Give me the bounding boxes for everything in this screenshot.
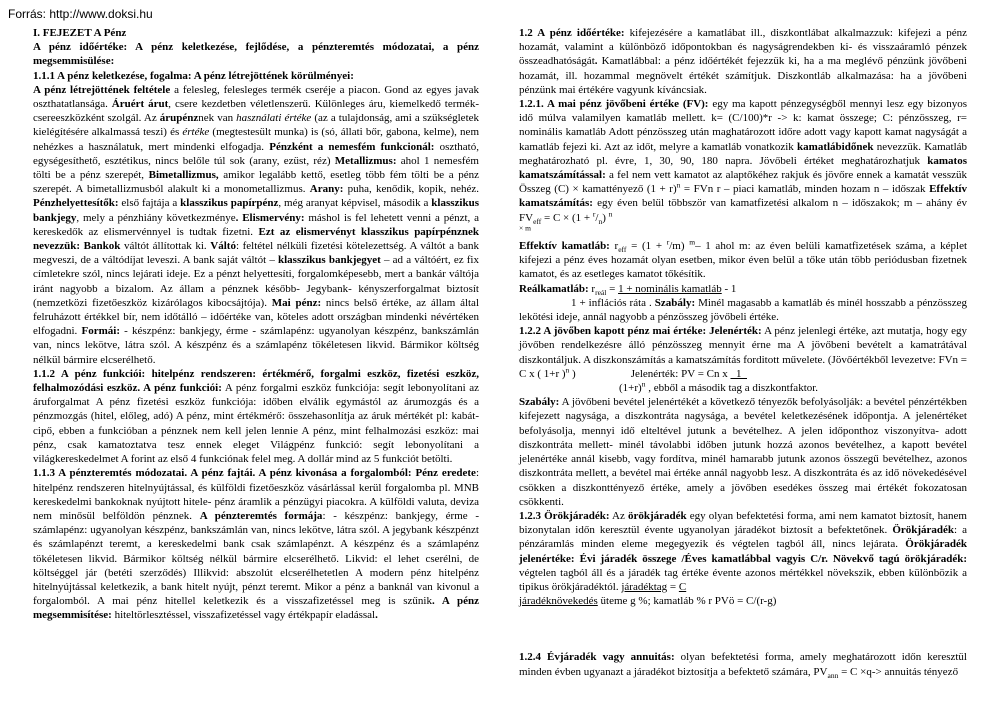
text-run: . A pénz megsemmisítése: — [33, 595, 479, 622]
text-run: = (1 + — [626, 240, 667, 253]
text-run: osztható, egységesíthető, esztétikus, nincs belőle túl sok (arany, ezüst, réz) — [33, 140, 479, 167]
text-run: A pénz időértéke: A pénz keletkezése, fejlődése, a pénzteremtés módozatai, a pénz megsemmisülése: — [33, 41, 479, 68]
text-run: Örökjáradék — [892, 524, 955, 537]
text-run: hiteltörlesztéssel, visszafizetéssel vagy értékpapír eladással — [111, 609, 376, 622]
paragraph — [519, 650, 967, 678]
text-run: A pénzteremtés formája — [199, 509, 323, 522]
text-run: használati értéke — [236, 112, 312, 125]
text-run: Elismervény: — [242, 211, 305, 224]
text-run: × m — [519, 223, 531, 233]
text-run: . — [235, 211, 239, 224]
text-run: : feltétel nélküli fizetési kötelezettség. A váltót a bank megveszi, de a váltódíjat leveszi. A bank saját váltót – — [33, 240, 479, 267]
text-run: – ad a váltóért, ez fix címletekre szól, nincs lejárati ideje. Ez a pénzt helyettesíti, forgalomképesebb, mert a bankár váltója iránt nagyobb a bizalom. Az állam a pénznek később- Jegybank- kényszerforgalmat biztosít (nemzetközi fizetőeszköz kizárólagos kibocsájtója). — [33, 254, 479, 309]
text-run: nek van — [198, 112, 237, 125]
text-run: n — [641, 379, 646, 389]
text-run: járadéktag — [621, 580, 668, 593]
text-run: (megtestesült munka) is (só, állati bőr, gabona, kelme), nem nehézkes a használatuk, mert mindenki elfogadja. — [33, 126, 479, 153]
text-run: Szabály: — [654, 296, 696, 309]
text-run: Pénzként a nemesfém funkcionál: — [269, 140, 435, 153]
text-run: nincs belső értéke, az állam által felruházott értékkel bír, nem időtálló – időértéke van, köteles adott országban mindenki névértéken elfogadni. — [33, 296, 479, 338]
text-run: 1.2.2 A jövőben kapott pénz mai értéke: Jelenérték: — [519, 325, 762, 338]
text-run: klasszikus bankjegyet — [278, 254, 381, 267]
text-run: klasszikus papírpénz — [180, 197, 279, 210]
text-run: , mely a pénzhiány következménye — [76, 211, 236, 224]
text-run: Formái: — [81, 325, 120, 338]
text-run: reál — [595, 287, 607, 297]
text-run: ) — [569, 367, 576, 380]
text-run: r — [592, 208, 596, 218]
paragraph — [33, 367, 479, 466]
paragraph — [519, 509, 967, 608]
text-run: értéke — [182, 126, 210, 139]
text-run: = — [606, 282, 619, 295]
text-run: örökjáradék — [627, 509, 687, 522]
text-run: 1.2.3 Örökjáradék: — [519, 509, 610, 522]
text-run: üteme g %; kamatláb % r PVö = C/(r-g) — [597, 595, 777, 608]
text-run: r — [666, 237, 670, 247]
paragraph — [33, 69, 479, 83]
text-run: Áruért árut — [111, 98, 169, 111]
text-run: n — [608, 208, 613, 218]
text-run: m — [689, 237, 696, 247]
text-run: váltót állítottak ki. — [120, 240, 211, 253]
paragraph — [519, 324, 967, 395]
text-run: olyan befektetési forma, amely meghatározott időn keresztül minden évben ugyanazt a járadékot biztosítja a befektető számára, PV — [519, 651, 967, 678]
text-run: 1.2 A pénz időértéke: — [519, 27, 625, 39]
text-run: nevezzük. Kamatláb meghatározható pl. évre, 1, 30, 90, 180 napra. Jövőbeli értéket meghatározhatjuk — [519, 140, 968, 167]
text-run: ahol 1 nemesfém tölti be a pénz szerepét, — [33, 154, 479, 182]
text-run: - készpénz: bankjegy, érme - számlapénz: ugyanolyan készpénz, bankszámlán van, nincs lekötve, látra szól. A készpénz és a számlapénz tökéletesen likvid. Bármikor költség nélkül bármire elcserélhető. — [33, 325, 479, 366]
text-run: C — [678, 580, 687, 593]
text-run: : - készpénz: bankjegy, érme - számlapénz: ugyanolyan készpénz, bankszámlán van, nincs lekötve, látra szól. A jegybank készpénzt és számlapénzt teremt, a kereskedelmi bank csak számlapénzt. A készpénz és a számlapénz tökéletesen likvid. Bármikor költség nélkül bármire elcserélhető. Likvid: el lehet cserélni, de költséggel jár (betéti szerződés) Illikvid: abszolút elcserélhetetlen A modern pénz hitelpénz hitelnyújtással keletkezik, a bank hitelt nyújt, pénzt teremt. Mikor a pénz a banknál van kivonul a forgalomból. A mai pénz hitellel keletkezik és a visszafizetéssel meg is szűnik — [33, 509, 479, 608]
text-run: I. FEJEZET A Pénz — [33, 27, 127, 39]
text-run: A jövőbeni bevétel jelenértékét a következő tényezők befolyásolják: a bevétel pénzértékben kifejezett nagysága, a diszkontráta nagysága, a bevétel keletkezésének időpontja. A jelenértéket befolyásolja, mennyi idő elteltével jutunk a bevételhez. A jelen időponthoz viszonyítva- adott diszkontráta mellett- minél távolabbi időben jutunk hozzá azonos bevételhez, a kapott bevétel jelenértéke annál kisebb, vagy fordítva, minél hamarabb jutunk azonos összegű bevételhez, azonos diszkontráta mellett, a bevétel mai értéke annál nagyobb lesz. A diszkontráta és az idő növekedésével csökken a diszkonttényező értéke, amely a jövőben esedékes összeg mai értékét fokozatosan csökkenti. — [519, 396, 967, 508]
text-run: kamatos kamatszámítással: — [519, 154, 967, 182]
text-run: 1.1.3 A pénzteremtés módozatai. A pénz fajtái. A pénz kivonása a forgalomból: Pénz eredete — [33, 467, 476, 480]
text-run: r — [609, 240, 619, 253]
text-run: = FVn r – piaci kamatláb, minden hozam n – időszak — [680, 183, 930, 196]
text-run: (az a tulajdonság, ami a szükségletek kielégítésére alkalmassá teszi) és — [33, 112, 480, 139]
paragraph — [33, 83, 479, 367]
text-run: a fel nem vett kamatot az alaptőkéhez rakjuk és jövőre ennek a kamatát vesszük Összeg (C) × kamattényező (1 + r) — [519, 169, 967, 196]
text-run: végtelen tagból áll és a járadék tag értéke évente azonos mértékkel növekszik, ebben különbözik a tipikus örökjáradéktól. — [519, 566, 967, 593]
text-run: = — [667, 580, 679, 593]
text-run: Reálkamatláb: — [519, 282, 589, 295]
text-run: n — [598, 216, 603, 226]
text-run: egy olyan befektetési forma, ami nem kamatot biztosít, hanem bizonytalan időn keresztül évente ugyanolyan járadékot biztosít a befektetőnek. — [519, 509, 967, 537]
text-run: kifejezésére a kamatlábat ill., diszkontlábat alkalmazzuk: kifejezi a pénz hozamát, valamint a különböző időpontokban és nagyságrendekben ki- és visszaáramló pénzek összeadhatóságát — [519, 27, 967, 68]
paragraph — [519, 26, 967, 97]
text-run: ) — [602, 211, 609, 224]
text-run: A pénz létrejöttének feltétele — [33, 83, 171, 96]
text-run: r — [588, 282, 596, 295]
text-run: - 1 — [721, 282, 737, 295]
text-run: Jelenérték: PV = Cn x — [630, 367, 731, 380]
text-run: egy ma kapott pénzegységből mennyi lesz egy bizonyos idő múlva valamilyen kamatláb mellett. k= (C/100)*r -> k: kamat összege; C: pénzösszeg, r= nominális kamatláb Adott pénzösszeg után maghatározott időre adott vagy kapott kamat nagyságát a kamatláb fejezi ki. Azt az időt, melyre a kamatláb vonatkozik — [519, 98, 967, 153]
text-run: máshol is fel lehetett venni a pénzt, a kereskedők az elismervénnyel is tudtak fizetni. — [33, 211, 480, 238]
text-run: eff — [618, 245, 627, 255]
source-note: Forrás: http://www.doksi.hu — [8, 7, 153, 21]
text-run: Váltó — [210, 240, 236, 253]
paragraph — [519, 282, 967, 325]
text-run: – 1 ahol m: az éven belüli kamatfizetések száma, a képlet kifejezi a pénz éves hozamát olyan esetben, mikor éven belül a tőke után több periódusban fizetnek kamatot, és az esetleges kamatot tőkésítik. — [519, 240, 968, 281]
text-run: klasszikus bankjegy — [33, 197, 479, 224]
text-run: amikor legalább kettő, esetleg több fém tölti be a pénz szerepét. A bimetallizmusból alakult ki a monometallizmus. — [33, 169, 479, 196]
text-run: Arany: — [309, 183, 344, 196]
text-run: 1 — [730, 367, 747, 380]
text-run: járadéknövekedés — [519, 595, 598, 608]
text-run: : a pénzáramlás minden eleme megegyezik és végtelen tagból áll, nincs lejárata. — [519, 524, 967, 551]
text-run: puha, kenődik, kopik, nehéz. — [343, 183, 479, 196]
text-run: . — [646, 296, 655, 309]
text-run: Minél magasabb a kamatláb és minél hosszabb a pénzösszeg lekötési ideje, annál nagyobb a pénzösszeg jövőbeli értéke. — [519, 296, 967, 324]
text-run: (1+r) — [619, 382, 642, 395]
paragraph — [519, 239, 967, 282]
text-run: 1 + inflációs ráta — [571, 296, 647, 309]
text-run: ann — [827, 670, 839, 680]
text-run: n — [676, 180, 681, 190]
text-run: 1.2.1. A mai pénz jövőbeni értéke (FV): — [519, 98, 709, 111]
text-run: Örökjáradék jelenértéke: Évi járadék összege /Éves kamatlábbal vagyis C/r. Növekvő tagú örökjáradék: — [519, 538, 967, 565]
text-run: 1 + nominális kamatláb — [618, 282, 722, 295]
text-run: Kamatlábbal: a pénz időértékét fejezzük ki, ha a ma meglévő pénzünk jövőbeni hozamát, ill. hozammal megnövelt értékét számítjuk. Diszkontláb alkalmazása: ha a jövőbeni pénzünk mai értékére vagyunk kíváncsiak. — [519, 55, 967, 96]
paragraph — [519, 97, 967, 239]
text-run: = C × (1 + — [541, 211, 593, 224]
text-run: Effektív kamatláb: — [519, 240, 610, 253]
text-run: Metallizmus: — [334, 154, 397, 167]
text-run: 1.1.2 A pénz funkciói: hitelpénz rendszeren: értékmérő, forgalmi eszköz, fizetési eszköz, felhalmozódási eszköz. A pénz funkciói: — [33, 367, 479, 395]
text-run: Mai pénz: — [271, 296, 322, 309]
text-run: kamatlábidőnek — [797, 140, 874, 153]
text-run: egy éven belül többször van kamatfizetési alkalom n – időszakok; m – ahány év FV — [519, 197, 967, 224]
text-run: , csere kezdetben véletlenszerű. Különleges áru, kiemelkedő termék- csereeszközként szolgál. Az — [33, 98, 479, 125]
text-run: = C ×q-> annuitás tényező — [838, 665, 959, 678]
column-left — [33, 26, 479, 623]
text-run: Szabály: — [519, 396, 560, 409]
text-run: , ebből a második tag a diszkontfaktor. — [645, 382, 819, 395]
text-run: árupénz — [159, 112, 199, 125]
text-run: /m) — [669, 240, 690, 253]
text-run: 1.2.4 Évjáradék vagy annuitás: — [519, 651, 675, 664]
text-run: , még aranyat képvisel, második a — [278, 197, 432, 210]
paragraph — [519, 395, 967, 509]
column-right — [519, 26, 967, 679]
text-run: A pénz jelenlegi értéke, azt mutatja, hogy egy jövőben rendelkezésre álló pénzösszeg mennyit érne ma A jövőbeni bevételt a kamatrátával diszkontáljuk. A diszkonszámítás a kamatszámítás forditott művelete. (Jövőértékből levezetve: FVn = C x ( 1+r ) — [519, 325, 967, 380]
text-run: Ezt az elismervényt klasszikus papírpénznek nevezzük: Bankok — [33, 225, 479, 253]
paragraph — [33, 26, 479, 40]
text-run: a felesleg, felesleges termék cseréje a piacon. Gond az egyes javak oszthatatlansága. — [33, 83, 479, 111]
text-run: . — [375, 609, 378, 622]
text-run: eff — [533, 216, 542, 226]
text-run: Bimetallizmus, — [148, 169, 219, 182]
text-run: n — [565, 365, 570, 375]
text-run: 1.1.1 A pénz keletkezése, fogalma: A pénz létrejöttének körülményei: — [33, 69, 354, 82]
paragraph — [33, 40, 479, 68]
text-run: . — [594, 55, 598, 68]
text-run: A pénz forgalmi eszköz funkciója: segít lebonyolítani az áruforgalmat A pénz fizetési eszköz funkciója: időben elválik egymástól az árumozgás és a pénzmozgás (hitel, előleg, adó) A pénz, mint értékmérő: összehasonlítja az áruk mértékét pl: kabát-cipő, ebben a funkcióban a pénznek nem kell jelen lennie A pénz, mint felhalmozási eszköz: mai pénz, csak kamatoztatva tesz ennek eleget Világpénz funkció: segít lebonyolítani a világkereskedelmet A forint az első 4 funkciónak felel meg. A dollár mind az 5 funkciót betölti. — [33, 382, 479, 466]
paragraph — [33, 466, 479, 622]
text-run: Effektív kamatszámítás: — [519, 183, 967, 210]
text-run: Az — [609, 509, 628, 522]
text-run: első fajtája a — [118, 197, 181, 210]
text-run: Pénzhelyettesítők: — [33, 197, 119, 210]
text-run: / — [595, 211, 599, 224]
text-run: : hitelpénz rendszeren hitelnyújtással, és külföldi fizetőeszköz vásárlással kerül forgalomba pl. MNB kereskedelmi bankoknak nyújtott hitele- pénz áramlik a pénzügyi piacokra. A külföldi valuta, deviza nem minősül belföldön pénznek. — [33, 467, 479, 522]
